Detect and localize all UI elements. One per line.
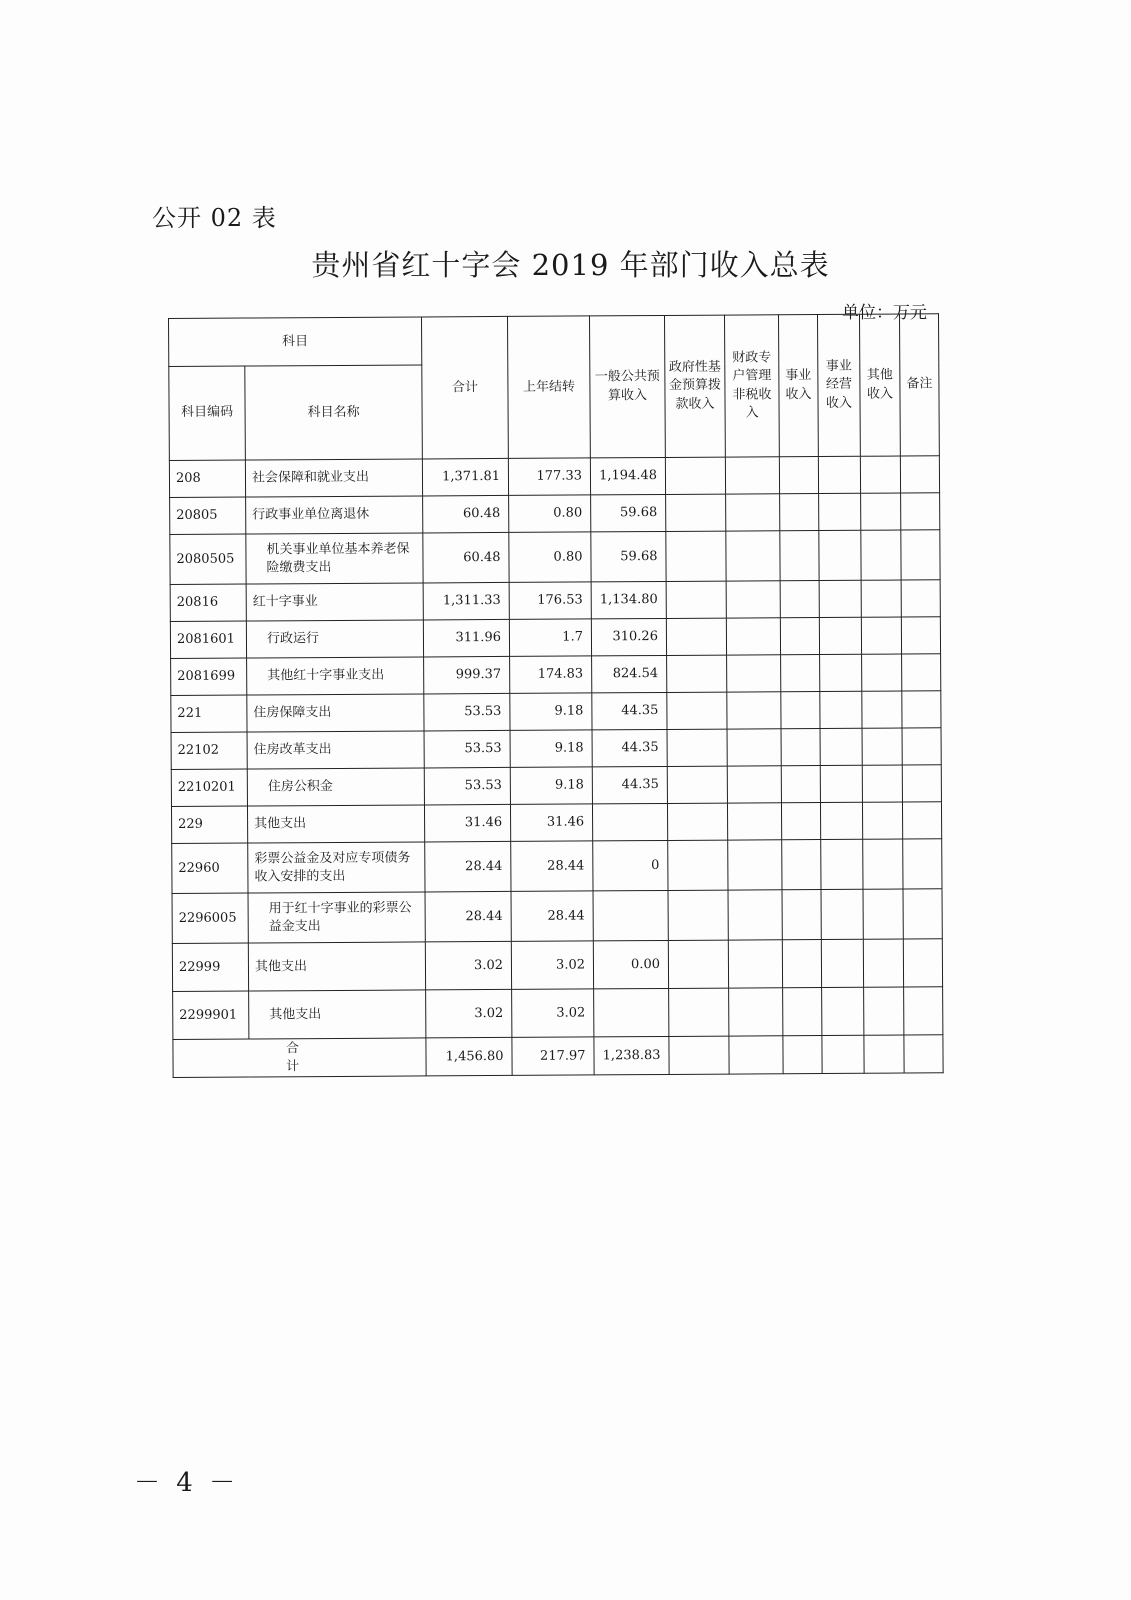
row-carryover: 0.80	[509, 532, 591, 583]
row-empty-cell	[819, 580, 861, 617]
row-general-budget: 59.68	[591, 531, 666, 581]
row-empty-cell	[821, 939, 863, 987]
table-row	[172, 889, 942, 944]
row-empty-cell	[666, 531, 726, 581]
row-empty-cell	[726, 494, 780, 531]
row-total: 999.37	[424, 656, 510, 694]
row-total: 60.48	[423, 495, 509, 533]
row-name: 用于红十字事业的彩票公益金支出	[248, 892, 425, 943]
row-total: 1,371.81	[422, 458, 508, 496]
row-code: 2081601	[170, 621, 246, 658]
row-empty-cell	[782, 890, 821, 940]
row-total: 60.48	[423, 532, 509, 583]
row-general-budget: 44.35	[592, 692, 667, 729]
row-carryover: 0.80	[509, 495, 591, 533]
row-carryover: 176.53	[509, 582, 591, 620]
table-body	[169, 456, 943, 1040]
footer-general: 1,238.83	[594, 1036, 669, 1074]
row-empty-cell	[901, 530, 940, 580]
row-empty-cell	[902, 728, 941, 765]
row-empty-cell	[666, 618, 726, 655]
row-name: 住房公积金	[247, 768, 424, 806]
row-empty-cell	[665, 457, 725, 494]
row-empty-cell	[668, 940, 728, 988]
row-code: 22999	[172, 943, 248, 991]
row-carryover: 9.18	[510, 767, 592, 805]
row-general-budget: 44.35	[592, 729, 667, 766]
header-business: 事业收入	[779, 315, 819, 457]
row-name: 其他红十字事业支出	[247, 657, 424, 695]
row-total: 53.53	[424, 693, 510, 731]
row-empty-cell	[779, 457, 818, 494]
row-name: 行政运行	[246, 620, 423, 658]
row-empty-cell	[666, 581, 726, 618]
row-code: 2299901	[173, 991, 249, 1039]
row-empty-cell	[820, 802, 862, 839]
table-row	[171, 654, 941, 696]
footer-carryover: 217.97	[512, 1037, 594, 1076]
row-carryover: 28.44	[511, 891, 593, 942]
row-empty-cell	[726, 581, 780, 618]
table-row	[170, 617, 940, 659]
row-code: 2296005	[172, 893, 248, 943]
page-title: 贵州省红十字会 2019 年部门收入总表	[311, 248, 830, 282]
row-total: 3.02	[425, 941, 511, 990]
row-empty-cell	[726, 618, 780, 655]
row-empty-cell	[780, 581, 819, 618]
row-code: 22102	[171, 732, 247, 769]
table-row	[170, 493, 940, 535]
row-empty-cell	[726, 531, 780, 581]
row-empty-cell	[781, 655, 820, 692]
row-empty-cell	[861, 530, 901, 580]
row-name: 社会保障和就业支出	[245, 459, 422, 497]
footer-empty-cell	[669, 1036, 729, 1074]
footer-total: 1,456.80	[426, 1037, 512, 1076]
footer-empty-cell	[729, 1036, 783, 1074]
row-name: 其他支出	[248, 942, 425, 991]
row-name: 红十字事业	[246, 583, 423, 621]
row-empty-cell	[780, 494, 819, 531]
row-empty-cell	[903, 889, 942, 939]
row-general-budget	[593, 890, 668, 940]
table-row	[172, 939, 942, 992]
row-empty-cell	[902, 765, 941, 802]
header-gov-fund: 政府性基金预算拨款收入	[665, 315, 726, 457]
row-empty-cell	[725, 457, 779, 494]
row-empty-cell	[783, 988, 822, 1036]
row-general-budget: 0.00	[593, 940, 668, 988]
row-code: 2080505	[170, 534, 246, 584]
row-empty-cell	[902, 802, 941, 839]
row-carryover: 3.02	[512, 989, 594, 1038]
row-carryover: 177.33	[508, 458, 590, 496]
row-code: 208	[169, 460, 245, 497]
row-empty-cell	[861, 493, 901, 530]
table-tag: 公开 02 表	[152, 204, 277, 232]
row-empty-cell	[822, 987, 864, 1035]
row-empty-cell	[728, 840, 782, 890]
row-carryover: 9.18	[510, 693, 592, 731]
footer-empty-cell	[783, 1036, 822, 1074]
table-row	[171, 765, 941, 807]
row-empty-cell	[901, 580, 940, 617]
income-table-wrapper	[168, 313, 944, 1078]
row-empty-cell	[820, 691, 862, 728]
row-name: 住房改革支出	[247, 731, 424, 769]
footer-label: 合计	[173, 1038, 426, 1078]
row-empty-cell	[727, 692, 781, 729]
row-empty-cell	[864, 987, 904, 1035]
row-empty-cell	[781, 692, 820, 729]
footer-empty-cell	[822, 1035, 864, 1073]
row-empty-cell	[669, 988, 729, 1036]
row-empty-cell	[667, 766, 727, 803]
table-row	[172, 839, 942, 894]
header-operating: 事业经营收入	[818, 314, 861, 456]
row-empty-cell	[819, 493, 861, 530]
row-empty-cell	[862, 654, 902, 691]
row-empty-cell	[818, 456, 860, 493]
income-table	[168, 313, 944, 1078]
row-total: 28.44	[425, 891, 511, 942]
row-empty-cell	[781, 766, 820, 803]
row-carryover: 1.7	[509, 619, 591, 657]
row-empty-cell	[667, 692, 727, 729]
table-row	[171, 728, 941, 770]
row-general-budget: 1,194.48	[590, 457, 665, 494]
table-row	[171, 691, 941, 733]
row-empty-cell	[727, 655, 781, 692]
header-carryover: 上年结转	[508, 316, 591, 458]
row-empty-cell	[728, 940, 782, 988]
row-empty-cell	[902, 654, 941, 691]
row-code: 2081699	[171, 658, 247, 695]
row-empty-cell	[821, 839, 863, 889]
row-empty-cell	[780, 531, 819, 581]
row-carryover: 9.18	[510, 730, 592, 768]
row-empty-cell	[668, 840, 728, 890]
row-name: 机关事业单位基本养老保险缴费支出	[246, 533, 423, 584]
header-general-budget: 一般公共预算收入	[590, 315, 666, 457]
row-general-budget: 1,134.80	[591, 581, 666, 618]
row-empty-cell	[729, 988, 783, 1036]
row-name: 其他支出	[249, 990, 426, 1039]
row-empty-cell	[781, 803, 820, 840]
row-total: 31.46	[424, 804, 510, 842]
footer-empty-cell	[864, 1035, 904, 1073]
row-total: 3.02	[426, 989, 512, 1038]
row-empty-cell	[819, 530, 861, 580]
row-empty-cell	[862, 691, 902, 728]
header-subject-group: 科目	[169, 317, 422, 367]
row-empty-cell	[863, 839, 903, 889]
row-code: 229	[171, 806, 247, 843]
row-empty-cell	[666, 494, 726, 531]
row-carryover: 28.44	[511, 841, 593, 891]
row-empty-cell	[782, 840, 821, 890]
row-empty-cell	[903, 939, 942, 987]
row-empty-cell	[862, 728, 902, 765]
row-empty-cell	[900, 456, 939, 493]
row-empty-cell	[667, 729, 727, 766]
row-empty-cell	[901, 617, 940, 654]
header-remark: 备注	[900, 314, 940, 456]
page-number: － 4 －	[134, 1468, 240, 1498]
row-general-budget: 59.68	[591, 494, 666, 531]
row-empty-cell	[820, 765, 862, 802]
row-empty-cell	[862, 802, 902, 839]
row-total: 311.96	[423, 619, 509, 657]
row-empty-cell	[903, 839, 942, 889]
row-empty-cell	[780, 618, 819, 655]
row-total: 1,311.33	[423, 582, 509, 620]
row-empty-cell	[862, 765, 902, 802]
row-empty-cell	[727, 803, 781, 840]
row-name: 其他支出	[247, 805, 424, 843]
table-row	[169, 456, 939, 498]
row-code: 2210201	[171, 769, 247, 806]
row-empty-cell	[860, 456, 900, 493]
row-empty-cell	[904, 987, 943, 1035]
row-empty-cell	[861, 580, 901, 617]
row-general-budget: 824.54	[592, 655, 667, 692]
table-row	[170, 530, 940, 585]
row-code: 20816	[170, 584, 246, 621]
row-empty-cell	[782, 940, 821, 988]
unit-label: 单位：万元	[842, 303, 927, 323]
row-empty-cell	[863, 889, 903, 939]
row-name: 行政事业单位离退休	[246, 496, 423, 534]
row-total: 53.53	[424, 730, 510, 768]
row-empty-cell	[821, 889, 863, 939]
footer-empty-cell	[904, 1035, 943, 1073]
row-empty-cell	[667, 803, 727, 840]
row-empty-cell	[781, 729, 820, 766]
row-empty-cell	[863, 939, 903, 987]
row-general-budget: 44.35	[592, 766, 667, 803]
row-empty-cell	[820, 654, 862, 691]
row-name: 住房保障支出	[247, 694, 424, 732]
table-row	[173, 987, 943, 1040]
header-name: 科目名称	[245, 365, 423, 460]
row-empty-cell	[861, 617, 901, 654]
row-general-budget	[592, 803, 667, 840]
row-carryover: 3.02	[511, 941, 593, 990]
row-empty-cell	[728, 890, 782, 940]
row-total: 28.44	[425, 841, 511, 892]
header-code: 科目编码	[169, 366, 246, 460]
row-empty-cell	[668, 890, 728, 940]
row-empty-cell	[902, 691, 941, 728]
row-empty-cell	[901, 493, 940, 530]
table-row	[170, 580, 940, 622]
row-total: 53.53	[424, 767, 510, 805]
row-name: 彩票公益金及对应专项债务收入安排的支出	[248, 842, 425, 893]
row-general-budget: 310.26	[591, 618, 666, 655]
header-fiscal-special: 财政专户管理非税收入	[725, 315, 780, 457]
row-general-budget	[594, 988, 669, 1036]
row-empty-cell	[819, 617, 861, 654]
row-code: 22960	[172, 843, 248, 893]
row-carryover: 31.46	[510, 804, 592, 842]
row-empty-cell	[667, 655, 727, 692]
row-general-budget: 0	[593, 840, 668, 890]
row-code: 221	[171, 695, 247, 732]
table-footer-row	[173, 1035, 943, 1078]
row-carryover: 174.83	[510, 656, 592, 694]
header-other: 其他收入	[860, 314, 901, 456]
row-empty-cell	[727, 766, 781, 803]
row-empty-cell	[727, 729, 781, 766]
row-empty-cell	[820, 728, 862, 765]
header-total: 合计	[422, 316, 509, 459]
table-row	[171, 802, 941, 844]
row-code: 20805	[170, 497, 246, 534]
